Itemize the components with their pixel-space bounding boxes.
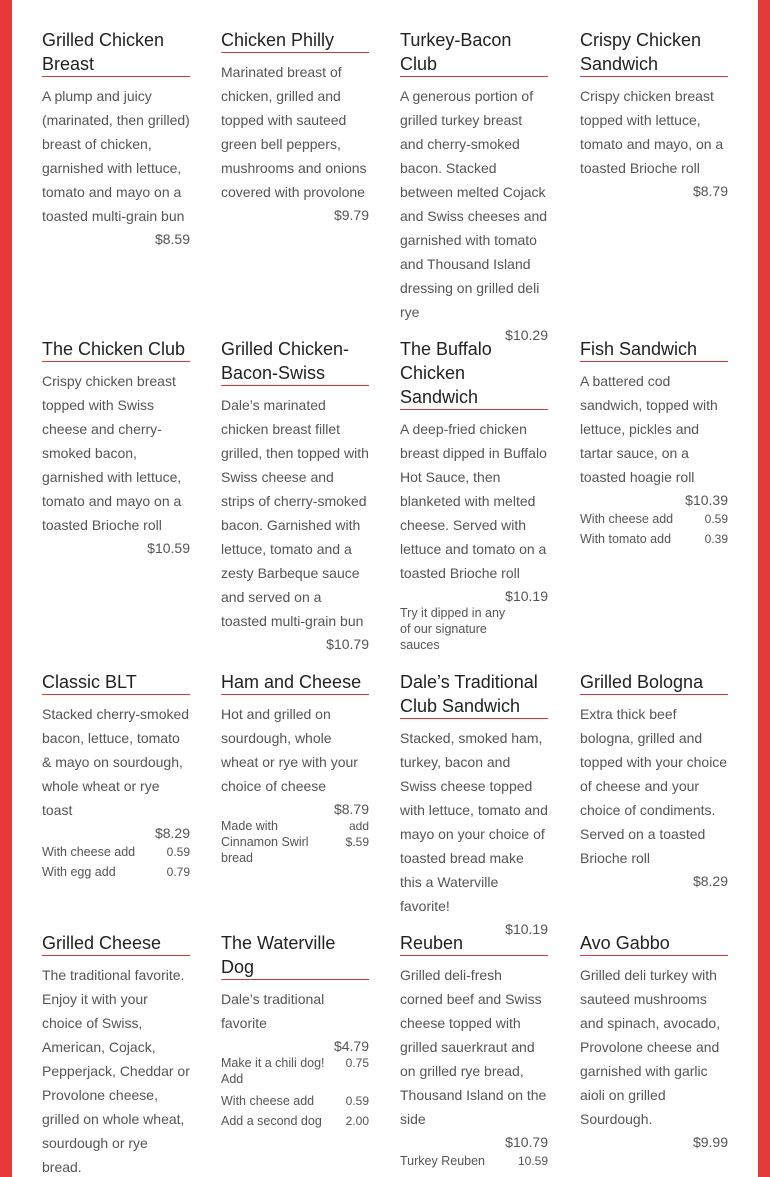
item-addon [580, 509, 728, 529]
item-title: Grilled Chicken Breast [42, 28, 190, 77]
addon-label: With cheese add [580, 512, 674, 526]
item-price: $8.79 [692, 183, 728, 199]
item-description: The traditional favorite. Enjoy it with your choice of Swiss, American, Cojack, Pepperjack, Cheddar or Provolone cheese, grilled on whole wheat, sourdough or rye bread. [42, 967, 190, 1175]
item-title: Reuben [400, 931, 548, 956]
addon-price: 0.59 [345, 1094, 369, 1108]
menu-sheet [12, 0, 758, 1177]
menu-item-grilled-chicken-bacon-swiss [221, 337, 369, 653]
menu-item-ham-and-cheese [221, 670, 369, 866]
item-title: The Waterville Dog [221, 931, 369, 980]
item-price: $8.29 [154, 825, 190, 841]
item-description: Crispy chicken breast topped with Swiss cheese and cherry-smoked bacon, garnished with lettuce, tomato and mayo on a toasted Brioche roll [42, 373, 182, 533]
item-title: Crispy Chicken Sandwich [580, 28, 728, 77]
menu-item-dales-traditional-club [400, 670, 548, 938]
addon-price: 0.59 [704, 512, 728, 526]
addon-label: With egg add [42, 865, 116, 879]
item-price: $10.19 [505, 921, 548, 937]
item-note-price: add $.59 [345, 819, 369, 849]
addon-label: Make it a chili dog! Add [221, 1056, 325, 1086]
item-description: Stacked cherry-smoked bacon, lettuce, tomato & mayo on sourdough, whole wheat or rye toast [42, 706, 190, 818]
menu-item-grilled-bologna [580, 670, 728, 890]
item-price: $10.39 [685, 492, 728, 508]
item-description: Crispy chicken breast topped with lettuce, tomato and mayo, on a toasted Brioche roll [580, 88, 724, 176]
item-note-text: Made with Cinnamon Swirl bread [221, 819, 309, 865]
addon-price: 0.59 [166, 845, 190, 859]
item-description: Grilled deli turkey with sauteed mushrooms and spinach, avocado, Provolone cheese and garnished with garlic aioli on grilled Sourdough. [580, 967, 721, 1127]
item-addon [221, 1111, 369, 1131]
item-price: $8.79 [333, 801, 369, 817]
item-price: $9.79 [333, 207, 369, 223]
item-title: Fish Sandwich [580, 337, 728, 362]
item-price: $9.99 [692, 1134, 728, 1150]
addon-price: 0.75 [345, 1056, 369, 1070]
item-title: Dale’s Traditional Club Sandwich [400, 670, 548, 719]
item-addon [221, 1091, 369, 1111]
item-addon [42, 862, 190, 882]
addon-label: With tomato add [580, 532, 672, 546]
menu-item-grilled-chicken-breast [42, 28, 190, 248]
item-title: Avo Gabbo [580, 931, 728, 956]
menu-item-reuben [400, 931, 548, 1171]
item-title: Grilled Cheese [42, 931, 190, 956]
menu-item-avo-gabbo [580, 931, 728, 1151]
menu-item-fish-sandwich [580, 337, 728, 549]
addon-label: Turkey Reuben [400, 1154, 485, 1168]
item-description: Extra thick beef bologna, grilled and topped with your choice of cheese and your choice of condiments. Served on a toasted Brioche roll [580, 706, 728, 866]
item-price: $4.79 [333, 1038, 369, 1054]
item-note [221, 818, 369, 866]
item-addon [580, 529, 728, 549]
menu-item-chicken-philly [221, 28, 369, 224]
item-description: A battered cod sandwich, topped with lettuce, pickles and tartar sauce, on a toasted hoagie roll [580, 373, 718, 485]
item-title: Ham and Cheese [221, 670, 369, 695]
item-title: Grilled Chicken-Bacon-Swiss [221, 337, 369, 386]
menu-item-turkey-bacon-club [400, 28, 548, 344]
item-description: A deep-fried chicken breast dipped in Buffalo Hot Sauce, then blanketed with melted cheese. Served with lettuce and tomato on a toasted Brioche roll [400, 421, 547, 581]
item-addon [221, 1055, 369, 1087]
item-price: $8.59 [154, 231, 190, 247]
item-addon [42, 842, 190, 862]
item-title: The Buffalo Chicken Sandwich [400, 337, 548, 410]
addon-price: 10.59 [517, 1154, 548, 1168]
addon-label: With cheese add [42, 845, 136, 859]
menu-item-chicken-club [42, 337, 190, 557]
item-title: Classic BLT [42, 670, 190, 695]
menu-item-grilled-cheese [42, 931, 190, 1177]
item-description: A generous portion of grilled turkey breast and cherry-smoked bacon. Stacked between melted Cojack and Swiss cheeses and garnished with tomato and Thousand Island dressing on grilled deli rye [400, 88, 548, 320]
item-description: Marinated breast of chicken, grilled and topped with sauteed green bell peppers, mushrooms and onions covered with provolone [221, 64, 367, 200]
addon-price: 2.00 [345, 1114, 369, 1128]
item-description: Grilled deli-fresh corned beef and Swiss cheese topped with grilled sauerkraut and on grilled rye bread, Thousand Island on the side [400, 967, 547, 1127]
item-description: Dale’s marinated chicken breast fillet grilled, then topped with Swiss cheese and strips of cherry-smoked bacon. Garnished with lettuce, tomato and a zesty Barbeque sauce and served on a toasted multi-grain bun [221, 397, 369, 629]
item-title: The Chicken Club [42, 337, 190, 362]
menu-item-crispy-chicken-sandwich [580, 28, 728, 200]
item-title: Grilled Bologna [580, 670, 728, 695]
item-note [400, 605, 548, 653]
menu-item-buffalo-chicken-sandwich [400, 337, 548, 653]
item-note-text: Try it dipped in any of our signature sauces [400, 606, 506, 652]
item-price: $10.19 [505, 588, 548, 604]
menu-item-classic-blt [42, 670, 190, 882]
addon-label: Add a second dog [221, 1114, 322, 1128]
item-price: $10.79 [326, 636, 369, 652]
item-description: Stacked, smoked ham, turkey, bacon and Swiss cheese topped with lettuce, tomato and mayo on your choice of toasted bread make this a Waterville favorite! [400, 730, 548, 914]
item-description: A plump and juicy (marinated, then grilled) breast of chicken, garnished with lettuce, tomato and mayo on a toasted multi-grain bun [42, 88, 190, 224]
item-title: Chicken Philly [221, 28, 369, 53]
item-description: Dale’s traditional favorite [221, 991, 325, 1031]
item-addon [400, 1151, 548, 1171]
addon-price: 0.79 [166, 865, 190, 879]
addon-price: 0.39 [704, 532, 728, 546]
item-description: Hot and grilled on sourdough, whole wheat or rye with your choice of cheese [221, 706, 358, 794]
item-price: $10.59 [147, 540, 190, 556]
item-price: $8.29 [692, 873, 728, 889]
menu-item-waterville-dog [221, 931, 369, 1131]
item-title: Turkey-Bacon Club [400, 28, 548, 77]
addon-label: With cheese add [221, 1094, 315, 1108]
item-price: $10.29 [505, 327, 548, 343]
item-price: $10.79 [505, 1134, 548, 1150]
